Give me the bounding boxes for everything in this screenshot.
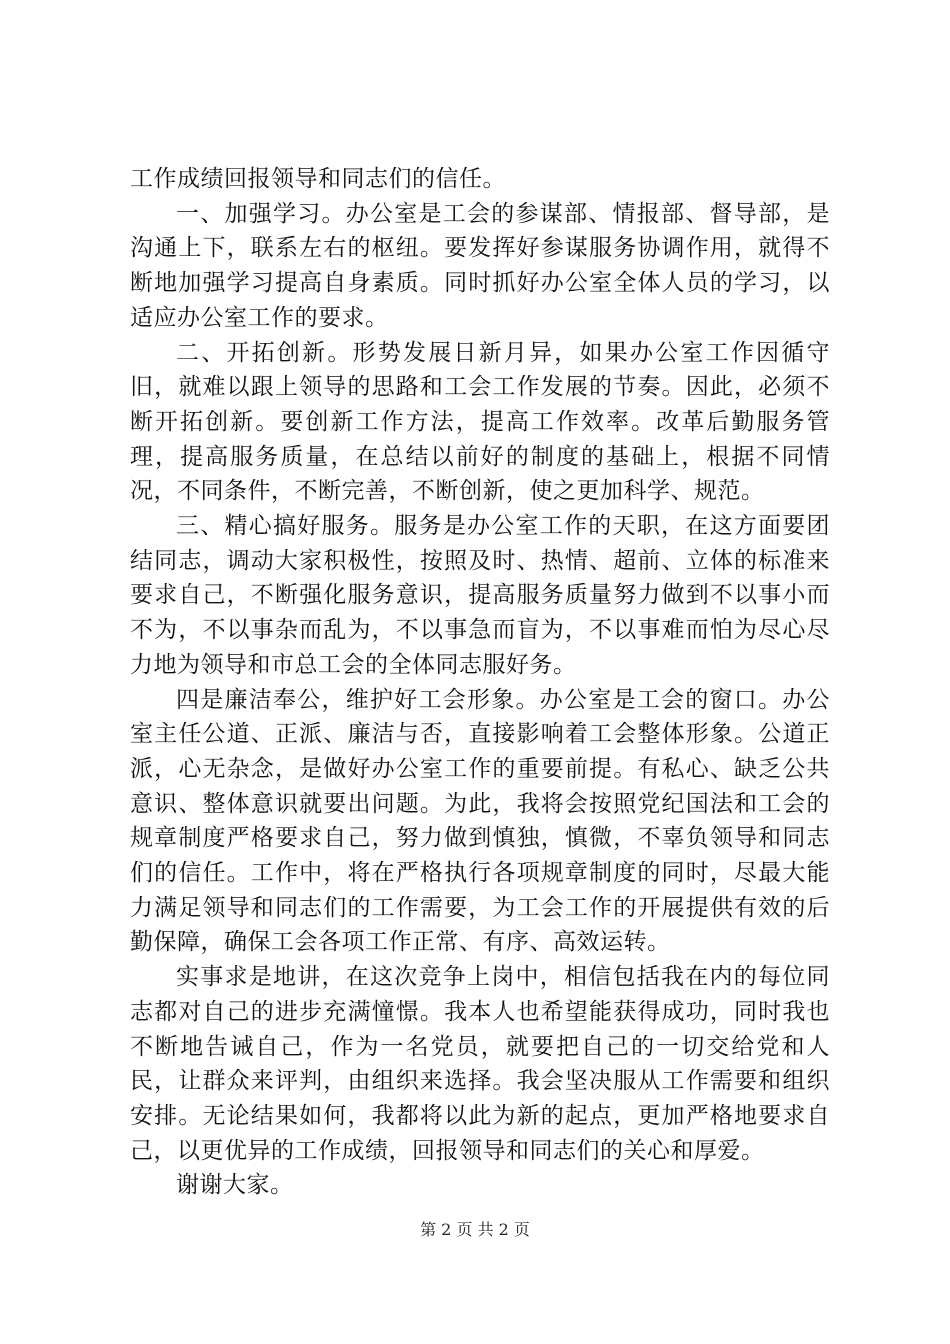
paragraph-innovation: 二、开拓创新。形势发展日新月异，如果办公室工作因循守旧，就难以跟上领导的思路和工会工作发展的节奏。因此，必须不断开拓创新。要创新工作方法，提高工作效率。改革后勤服务管理，提高服务质量，在总结以前好的制度的基础上，根据不同情况，不同条件，不断完善，不断创新，使之更加科学、规范。 (130, 339, 830, 505)
paragraph-continuation: 工作成绩回报领导和同志们的信任。 (130, 166, 506, 192)
page-number-footer: 第 2 页 共 2 页 (420, 1220, 530, 1239)
paragraph-integrity: 四是廉洁奉公，维护好工会形象。办公室是工会的窗口。办公室主任公道、正派、廉洁与否，直接影响着工会整体形象。公道正派，心无杂念，是做好办公室工作的重要前提。有私心、缺乏公共意识、整体意识就要出问题。为此，我将会按照党纪国法和工会的规章制度严格要求自己，努力做到慎独，慎微，不辜负领导和同志们的信任。工作中，将在严格执行各项规章制度的同时，尽最大能力满足领导和同志们的工作需要，为工会工作的开展提供有效的后勤保障，确保工会各项工作正常、有序、高效运转。 (130, 686, 830, 956)
paragraph-conclusion: 实事求是地讲，在这次竞争上岗中，相信包括我在内的每位同志都对自己的进步充满憧憬。我本人也希望能获得成功，同时我也不断地告诫自己，作为一名党员，就要把自己的一切交给党和人民，让群众来评判，由组织来选择。我会坚决服从工作需要和组织安排。无论结果如何，我都将以此为新的起点，更加严格地要求自己，以更优异的工作成绩，回报领导和同志们的关心和厚爱。 (130, 964, 830, 1164)
paragraph-service: 三、精心搞好服务。服务是办公室工作的天职，在这方面要团结同志，调动大家积极性，按照及时、热情、超前、立体的标准来要求自己，不断强化服务意识，提高服务质量努力做到不以事小而不为，不以事杂而乱为，不以事急而盲为，不以事难而怕为尽心尽力地为领导和市总工会的全体同志服好务。 (130, 513, 830, 678)
document-body (130, 162, 830, 1203)
paragraph-thanks: 谢谢大家。 (176, 1172, 294, 1199)
paragraph-study: 一、加强学习。办公室是工会的参谋部、情报部、督导部，是沟通上下，联系左右的枢纽。要发挥好参谋服务协调作用，就得不断地加强学习提高自身素质。同时抓好办公室全体人员的学习，以适应办公室工作的要求。 (130, 200, 830, 331)
